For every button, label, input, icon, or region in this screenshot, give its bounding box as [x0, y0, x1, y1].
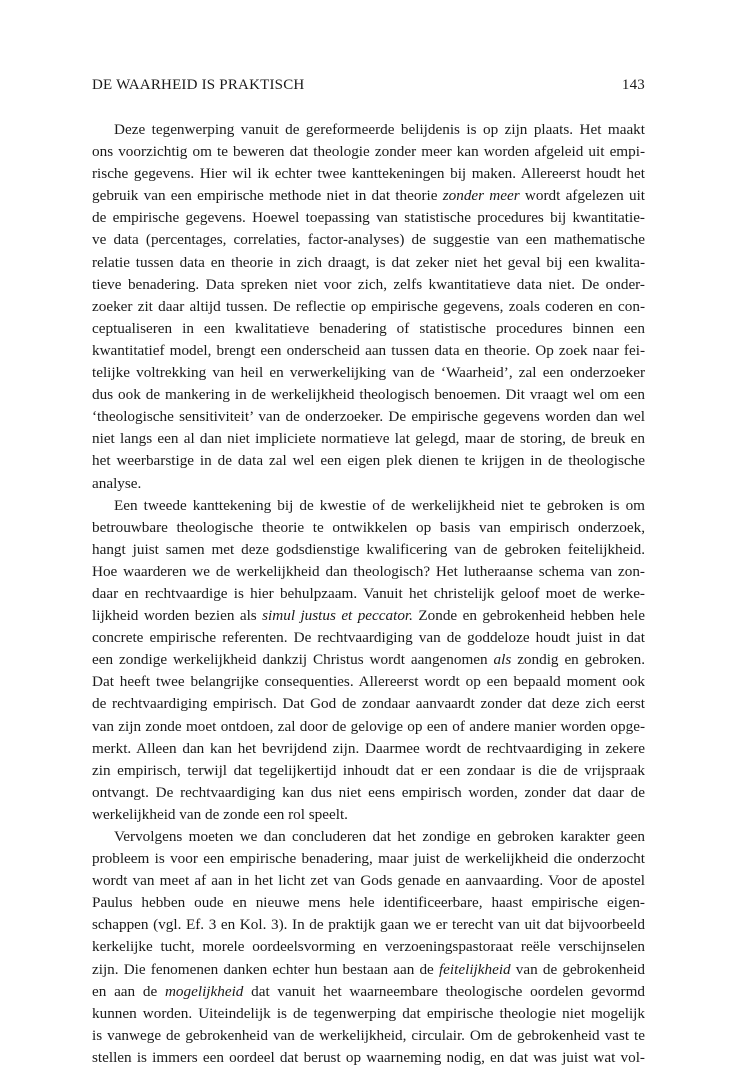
italic-phrase: als: [493, 651, 512, 669]
text-line: tieve benadering. Data spreken niet voor zich, zelfs kwantitatieve data niet. De onder-: [92, 275, 645, 293]
text-line: analyse.: [92, 474, 142, 492]
text-line: Dat heeft twee belangrijke consequenties. Allereerst wordt op een bepaald moment ook: [92, 673, 645, 691]
text-line: niet langs een al dan niet impliciete normatieve lat gelegd, maar de storing, de breuk en: [92, 430, 645, 448]
page-number: 143: [621, 77, 645, 93]
text-line: de rechtvaardiging empirisch. Dat God de zondaar aanvaardt zonder dat deze zich eerst: [92, 695, 645, 713]
italic-phrase: zonder meer: [442, 187, 520, 205]
text-line: Een tweede kanttekening bij de kwestie of de werkelijkheid niet te gebroken is om: [114, 496, 645, 514]
text-line: Hoe waarderen we de werkelijkheid dan theologisch? Het lutheraanse schema van zon-: [92, 562, 645, 580]
italic-phrase: feitelijkheid: [438, 960, 511, 978]
text-line: een zondige werkelijkheid dankzij Christus wordt aangenomen als zondig en gebroken.: [92, 651, 645, 669]
text-line: Deze tegenwerping vanuit de gereformeerde belijdenis is op zijn plaats. Het maakt: [114, 121, 645, 138]
text-line: lijkheid worden bezien als simul justus et peccator. Zonde en gebrokenheid hebben hele: [92, 607, 645, 625]
text-line: zin empirisch, terwijl dat tegelijkertijd inhoudt dat er een zondaar is die de vrijspraak: [92, 761, 645, 779]
text-line: probleem is voor een empirische benadering, maar juist de werkelijkheid die onderzocht: [92, 850, 645, 868]
text-line: Vervolgens moeten we dan concluderen dat het zondige en gebroken karakter geen: [114, 828, 645, 845]
text-line: concrete empirische referenten. De rechtvaardiging van de goddeloze houdt juist in dat: [92, 629, 645, 647]
italic-phrase: simul justus et peccator.: [262, 607, 413, 625]
text-line: gebruik van een empirische methode niet in dat theorie zonder meer wordt afgelezen uit: [92, 187, 646, 205]
text-line: is vanwege de gebrokenheid van de werkelijkheid, circulair. Om de gebrokenheid vast te: [92, 1026, 645, 1044]
text-line: schappen (vgl. Ef. 3 en Kol. 3). In de praktijk gaan we er terecht van uit dat bijvoorbeeld: [92, 916, 645, 934]
text-line: Paulus hebben oude en nieuwe mens hele identificeerbare, haast empirische eigen-: [92, 894, 645, 912]
paragraph: [92, 826, 645, 1069]
text-line: wordt van meet af aan in het licht zet van Gods genade en aanvaarding. Voor de apostel: [92, 872, 645, 890]
paragraph: [92, 119, 645, 495]
text-line: zijn. Die fenomenen danken echter hun bestaan aan de feitelijkheid van de gebrokenheid: [92, 960, 646, 978]
text-line: ‘theologische sensitiviteit’ van de onderzoeker. De empirische gegevens worden dan wel: [92, 408, 645, 426]
text-line: ontvangt. De rechtvaardiging kan dus niet eens empirisch worden, zonder dat daar de: [92, 783, 645, 801]
running-head: [92, 77, 645, 99]
text-line: en aan de mogelijkheid dat vanuit het waarneembare theologische oordelen gevormd: [92, 982, 646, 1000]
text-line: ons voorzichtig om te beweren dat theologie zonder meer kan worden afgeleid uit empi-: [92, 143, 645, 161]
text-line: zoeker zit daar altijd tussen. De reflectie op empirische gegevens, zoals coderen en con-: [92, 297, 645, 315]
text-line: hangt juist samen met deze godsdienstige kwalificering van de gebroken feitelijkheid.: [92, 540, 645, 558]
text-line: betrouwbare theologische theorie te ontwikkelen op basis van empirisch onderzoek,: [92, 518, 645, 536]
italic-phrase: mogelijkheid: [164, 982, 244, 1000]
text-line: relatie tussen data en theorie in zich draagt, is dat zeker niet het geval bij een kwalita-: [92, 253, 645, 271]
text-line: dus ook de mankering in de werkelijkheid theologisch benoemen. Dit vraagt wel om een: [92, 386, 645, 404]
text-line: kerkelijke tucht, morele oordeelsvorming en verzoeningspastoraat reële verschijnselen: [92, 938, 645, 956]
book-page: [92, 77, 645, 1069]
text-line: stellen is immers een oordeel dat berust op waarneming nodig, en dat was juist wat vol-: [92, 1048, 645, 1066]
running-title: DE WAARHEID IS PRAKTISCH: [92, 77, 305, 93]
body-text: [92, 119, 645, 1069]
text-line: ceptualiseren in een kwalitatieve benadering of statistische procedures binnen een: [92, 319, 645, 337]
text-line: werkelijkheid van de zonde een rol speelt.: [92, 805, 348, 823]
text-line: van zijn zonde moet ontdoen, zal door de gelovige op een of andere manier worden opge-: [92, 717, 645, 735]
text-line: daar en rechtvaardige is hier behulpzaam. Vanuit het christelijk geloof moet de werke-: [92, 584, 645, 602]
text-line: de empirische gegevens. Hoewel toepassing van statistische procedures bij kwantitatie-: [92, 209, 645, 227]
text-line: rische gegevens. Hier wil ik echter twee kanttekeningen bij maken. Allereerst houdt het: [92, 165, 645, 183]
text-line: het weerbarstige in de data zal wel een eigen plek dienen te krijgen in de theologische: [92, 452, 645, 470]
text-line: merkt. Alleen dan kan het bevrijdend zijn. Daarmee wordt de rechtvaardiging in zekere: [92, 739, 645, 757]
text-line: kwantitatief model, brengt een onderscheid aan tussen data en theorie. Op zoek naar fei-: [92, 341, 645, 359]
paragraph: [92, 495, 645, 826]
text-line: ve data (percentages, correlaties, factor-analyses) de suggestie van een mathematische: [92, 231, 645, 249]
text-line: telijke voltrekking van heil en verwerkelijking van de ‘Waarheid’, zal een onderzoeker: [92, 364, 645, 382]
text-line: kunnen worden. Uiteindelijk is de tegenwerping dat empirische theologie niet mogelijk: [92, 1004, 645, 1022]
